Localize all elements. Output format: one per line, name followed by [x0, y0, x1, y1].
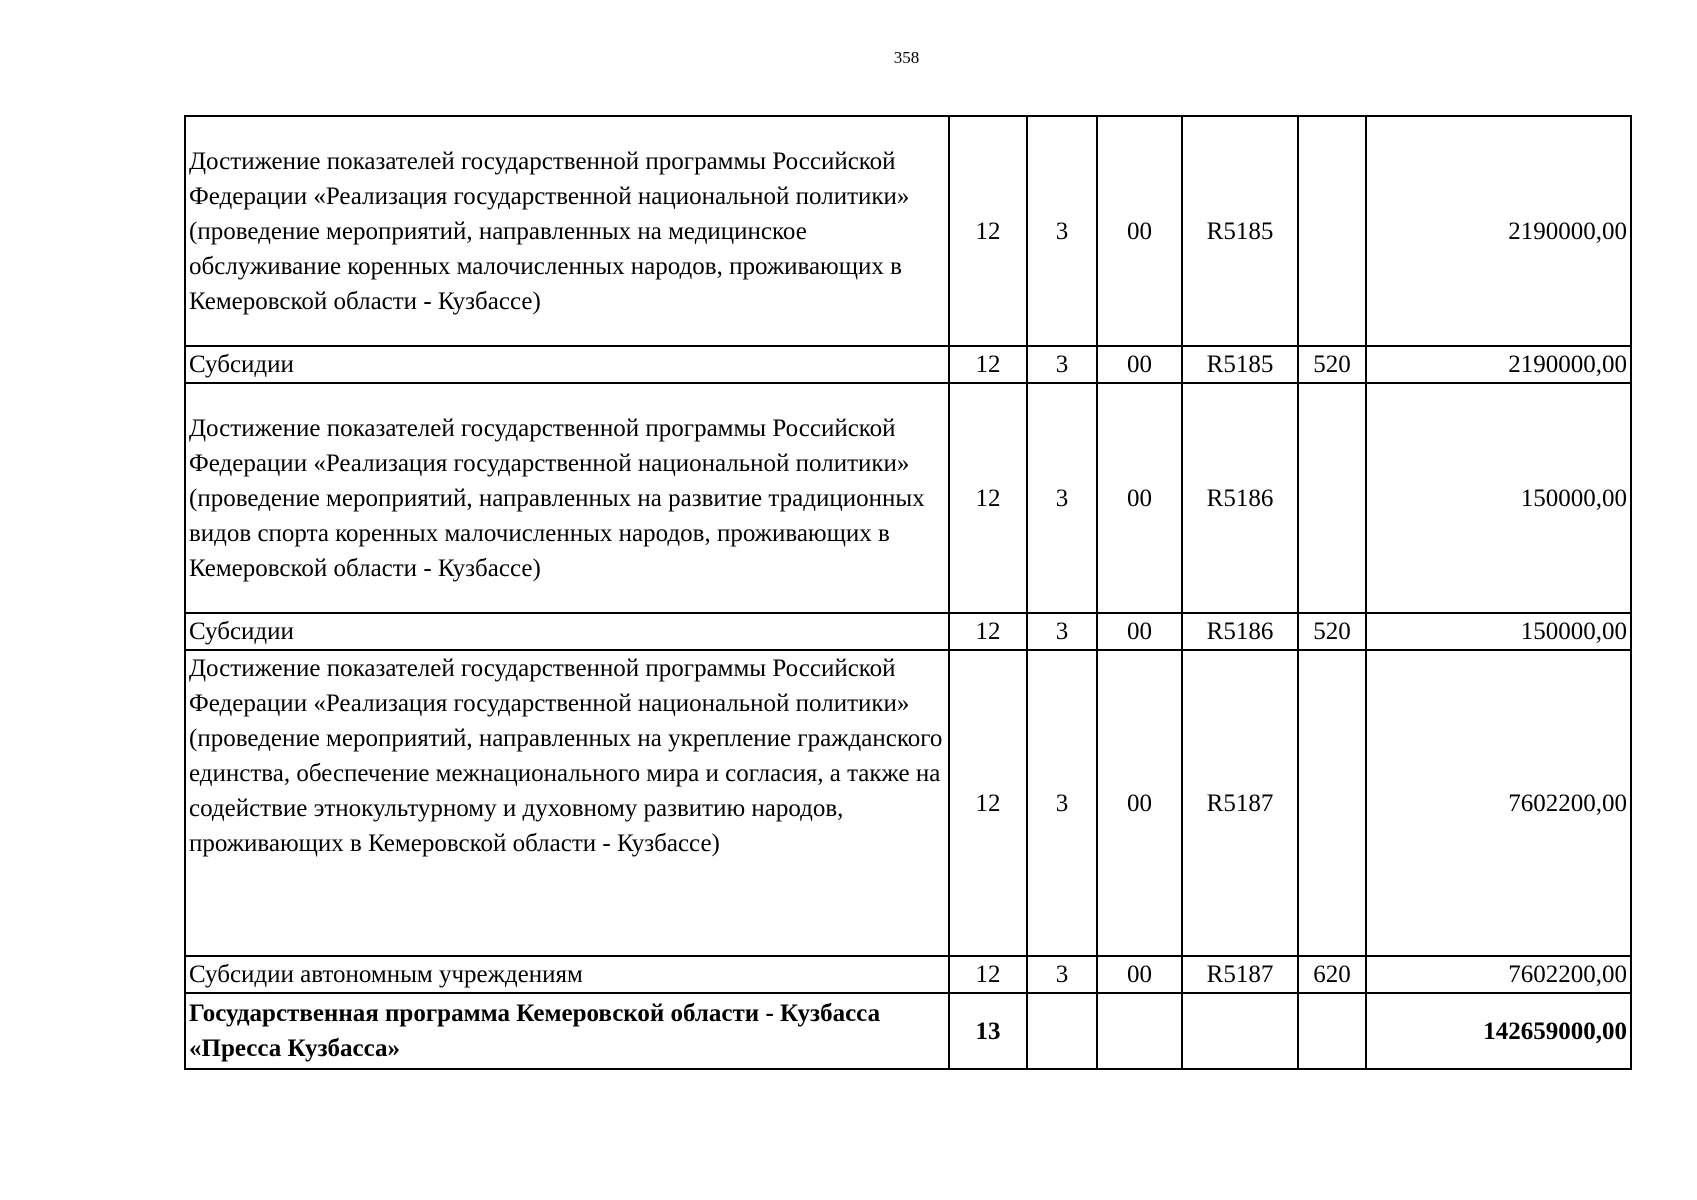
- target-article-code: [1182, 993, 1298, 1069]
- target-article-code: R5185: [1182, 116, 1298, 346]
- event-code: [1097, 993, 1182, 1069]
- table-row: [185, 613, 1631, 650]
- event-code: 00: [1097, 116, 1182, 346]
- event-code: 00: [1097, 346, 1182, 383]
- amount: 142659000,00: [1366, 993, 1631, 1069]
- target-article-code: R5186: [1182, 613, 1298, 650]
- target-article-code: R5187: [1182, 650, 1298, 956]
- event-code: 00: [1097, 956, 1182, 993]
- expense-type-code: 520: [1298, 346, 1366, 383]
- target-article-code: R5185: [1182, 346, 1298, 383]
- section-code: 12: [949, 116, 1027, 346]
- expense-type-code: [1298, 383, 1366, 613]
- row-description: Достижение показателей государственной программы Российской Федерации «Реализация государственной национальной политики» (проведение мероприятий, направленных на развитие традиционных видов спорта коренных малочисленных народов, проживающих в Кемеровской области - Кузбассе): [185, 383, 949, 613]
- subprogram-code: 3: [1027, 650, 1097, 956]
- expense-type-code: 620: [1298, 956, 1366, 993]
- subprogram-code: 3: [1027, 346, 1097, 383]
- table-row: [185, 383, 1631, 613]
- amount: 2190000,00: [1366, 116, 1631, 346]
- section-code: 13: [949, 993, 1027, 1069]
- amount: 150000,00: [1366, 383, 1631, 613]
- amount: 7602200,00: [1366, 956, 1631, 993]
- row-description: Достижение показателей государственной программы Российской Федерации «Реализация государственной национальной политики» (проведение мероприятий, направленных на медицинское обслуживание коренных малочисленных народов, проживающих в Кемеровской области - Кузбассе): [185, 116, 949, 346]
- subprogram-code: [1027, 993, 1097, 1069]
- amount: 2190000,00: [1366, 346, 1631, 383]
- row-description: Субсидии: [185, 613, 949, 650]
- section-code: 12: [949, 650, 1027, 956]
- subprogram-code: 3: [1027, 116, 1097, 346]
- table-row: [185, 346, 1631, 383]
- row-description: Субсидии: [185, 346, 949, 383]
- expense-type-code: [1298, 993, 1366, 1069]
- expense-type-code: [1298, 650, 1366, 956]
- row-description: Государственная программа Кемеровской области - Кузбасса «Пресса Кузбасса»: [185, 993, 949, 1069]
- amount: 7602200,00: [1366, 650, 1631, 956]
- page-number: 358: [893, 48, 920, 67]
- table-row-program-total: [185, 993, 1631, 1069]
- target-article-code: R5187: [1182, 956, 1298, 993]
- event-code: 00: [1097, 383, 1182, 613]
- row-description: Субсидии автономным учреждениям: [185, 956, 949, 993]
- subprogram-code: 3: [1027, 613, 1097, 650]
- target-article-code: R5186: [1182, 383, 1298, 613]
- amount: 150000,00: [1366, 613, 1631, 650]
- table-row: [185, 956, 1631, 993]
- event-code: 00: [1097, 613, 1182, 650]
- section-code: 12: [949, 383, 1027, 613]
- section-code: 12: [949, 613, 1027, 650]
- section-code: 12: [949, 346, 1027, 383]
- expense-type-code: [1298, 116, 1366, 346]
- subprogram-code: 3: [1027, 383, 1097, 613]
- subprogram-code: 3: [1027, 956, 1097, 993]
- event-code: 00: [1097, 650, 1182, 956]
- budget-table: [184, 115, 1632, 1070]
- expense-type-code: 520: [1298, 613, 1366, 650]
- table-row: [185, 650, 1631, 956]
- row-description: Достижение показателей государственной программы Российской Федерации «Реализация государственной национальной политики» (проведение мероприятий, направленных на укрепление гражданского единства, обеспечение межнационального мира и согласия, а также на содействие этнокультурному и духовному развитию народов, проживающих в Кемеровской области - Кузбассе): [185, 650, 949, 956]
- section-code: 12: [949, 956, 1027, 993]
- table-row: [185, 116, 1631, 346]
